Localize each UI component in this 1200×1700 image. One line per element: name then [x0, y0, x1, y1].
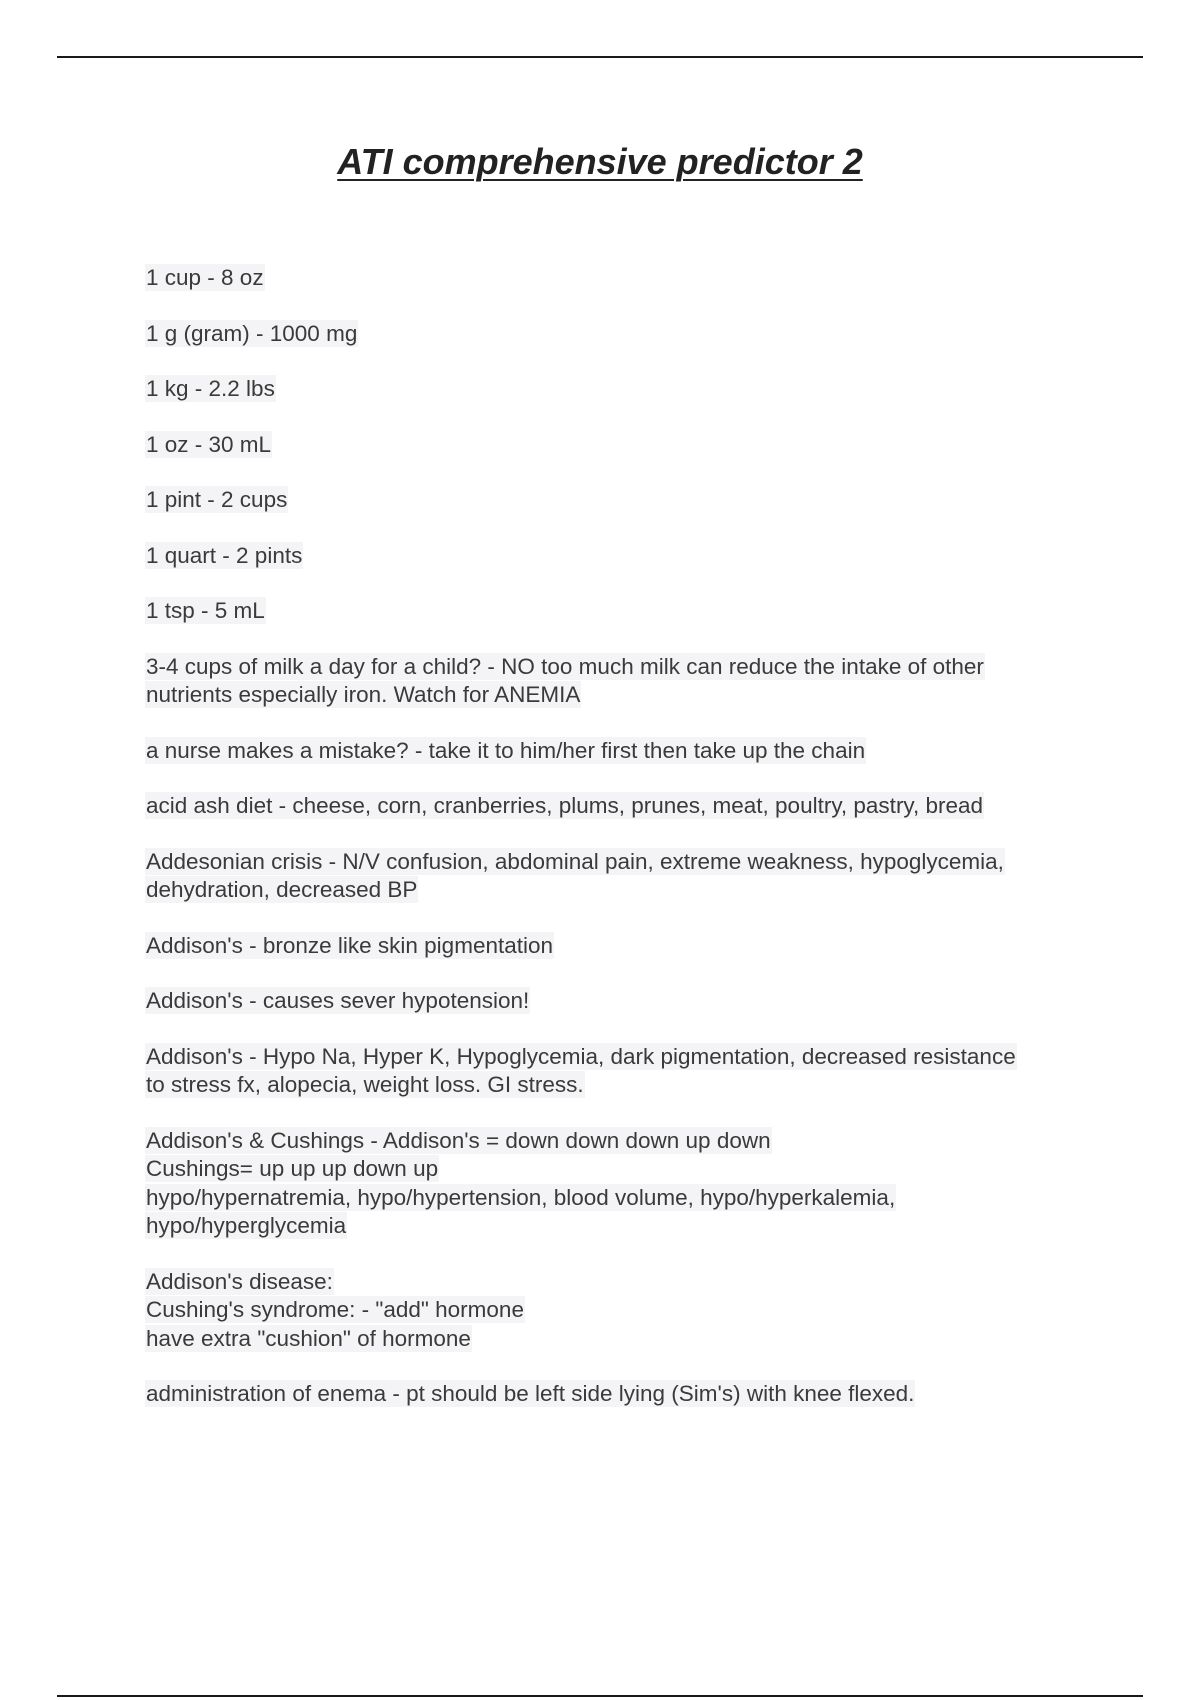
flashcard-entry	[145, 1380, 1105, 1409]
flashcard-entry	[145, 653, 1105, 710]
page-title-text: ATI comprehensive predictor 2	[337, 141, 863, 182]
flashcard-entry	[145, 1127, 1105, 1241]
flashcard-entry	[145, 848, 1105, 905]
flashcard-entry	[145, 542, 1105, 571]
flashcard-line	[145, 542, 1105, 571]
bottom-rule	[57, 1695, 1143, 1697]
flashcard-line	[145, 1184, 1105, 1213]
flashcard-line-text: to stress fx, alopecia, weight loss. GI stress.	[146, 1072, 584, 1097]
flashcard-line	[145, 932, 1105, 961]
flashcard-entry	[145, 792, 1105, 821]
flashcard-line-text: 1 kg - 2.2 lbs	[146, 376, 275, 401]
flashcard-line	[145, 1043, 1105, 1072]
flashcard-line-text: hypo/hypernatremia, hypo/hypertension, blood volume, hypo/hyperkalemia,	[146, 1184, 896, 1210]
flashcard-line-text: Addesonian crisis - N/V confusion, abdominal pain, extreme weakness, hypoglycemia,	[146, 848, 1004, 874]
flashcard-line-text: dehydration, decreased BP	[146, 877, 418, 902]
flashcard-line	[145, 597, 1105, 626]
flashcard-line	[145, 987, 1105, 1016]
flashcard-line-text: 1 g (gram) - 1000 mg	[146, 320, 358, 346]
flashcard-line-text: Addison's & Cushings - Addison's = down down down up down	[146, 1127, 771, 1153]
flashcard-line	[145, 653, 1105, 682]
flashcard-line-text: nutrients especially iron. Watch for ANEMIA	[146, 682, 581, 707]
flashcard-line	[145, 1071, 1105, 1100]
flashcard-line-text: a nurse makes a mistake? - take it to him/her first then take up the chain	[146, 737, 866, 763]
flashcard-line	[145, 264, 1105, 293]
flashcard-list	[145, 264, 1105, 1436]
flashcard-line-text: Addison's - causes sever hypotension!	[146, 988, 530, 1013]
flashcard-entry	[145, 264, 1105, 293]
page-title	[0, 140, 1200, 184]
flashcard-line	[145, 1268, 1105, 1297]
flashcard-line	[145, 486, 1105, 515]
flashcard-line-text: Addison's disease:	[146, 1268, 333, 1294]
flashcard-line-text: 3-4 cups of milk a day for a child? - NO too much milk can reduce the intake of other	[146, 653, 984, 679]
flashcard-entry	[145, 597, 1105, 626]
flashcard-entry	[145, 486, 1105, 515]
flashcard-line-text: 1 tsp - 5 mL	[146, 598, 265, 623]
flashcard-line-text: Addison's - bronze like skin pigmentation	[146, 932, 554, 958]
flashcard-line	[145, 375, 1105, 404]
flashcard-line	[145, 1380, 1105, 1409]
flashcard-line	[145, 737, 1105, 766]
flashcard-line-text: Cushings= up up up down up	[146, 1156, 439, 1181]
flashcard-line	[145, 792, 1105, 821]
flashcard-line-text: 1 pint - 2 cups	[146, 487, 288, 512]
flashcard-line	[145, 1212, 1105, 1241]
flashcard-entry	[145, 431, 1105, 460]
flashcard-line-text: Cushing's syndrome: - "add" hormone	[146, 1297, 524, 1322]
flashcard-line	[145, 1296, 1105, 1325]
flashcard-entry	[145, 987, 1105, 1016]
flashcard-entry	[145, 1043, 1105, 1100]
flashcard-line-text: administration of enema - pt should be left side lying (Sim's) with knee flexed.	[146, 1381, 915, 1406]
flashcard-line	[145, 848, 1105, 877]
flashcard-line	[145, 681, 1105, 710]
flashcard-line-text: have extra "cushion" of hormone	[146, 1325, 471, 1351]
flashcard-line-text: 1 quart - 2 pints	[146, 542, 303, 568]
flashcard-entry	[145, 320, 1105, 349]
flashcard-line	[145, 1325, 1105, 1354]
flashcard-line-text: acid ash diet - cheese, corn, cranberries, plums, prunes, meat, poultry, pastry, bread	[146, 793, 984, 818]
flashcard-line	[145, 431, 1105, 460]
flashcard-line	[145, 1127, 1105, 1156]
flashcard-line-text: hypo/hyperglycemia	[146, 1213, 347, 1238]
flashcard-line-text: 1 oz - 30 mL	[146, 431, 272, 457]
flashcard-line	[145, 876, 1105, 905]
flashcard-line	[145, 1155, 1105, 1184]
flashcard-line-text: Addison's - Hypo Na, Hyper K, Hypoglycemia, dark pigmentation, decreased resistance	[146, 1043, 1016, 1069]
top-rule	[57, 56, 1143, 58]
flashcard-line	[145, 320, 1105, 349]
flashcard-entry	[145, 1268, 1105, 1354]
flashcard-entry	[145, 375, 1105, 404]
flashcard-line-text: 1 cup - 8 oz	[146, 265, 264, 290]
flashcard-entry	[145, 737, 1105, 766]
flashcard-entry	[145, 932, 1105, 961]
